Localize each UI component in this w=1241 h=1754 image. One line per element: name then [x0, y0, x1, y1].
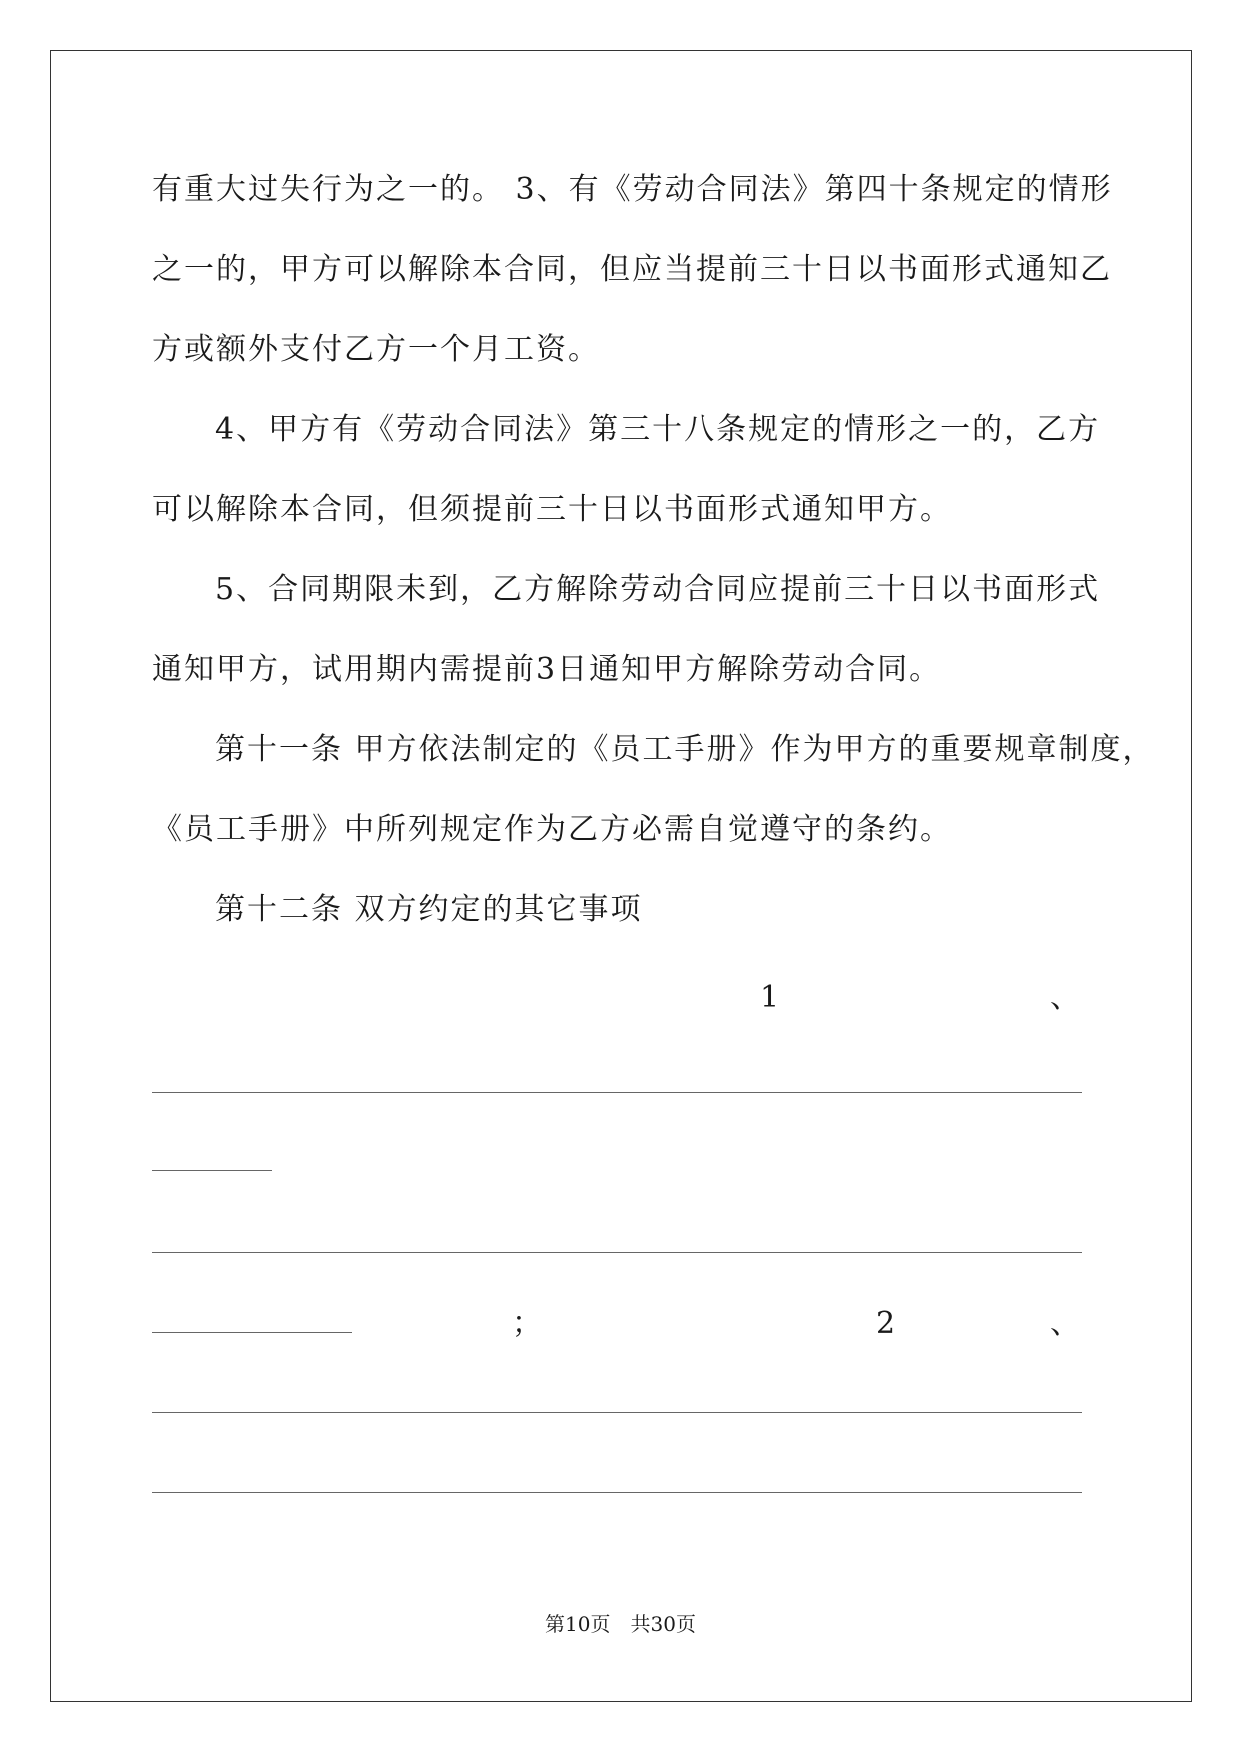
item-mark: 、 [1050, 980, 1080, 1015]
item-number: 2 [876, 1306, 896, 1341]
blank-line [152, 1252, 1082, 1253]
text-line: 通知甲方，试用期内需提前3日通知甲方解除劳动合同。 [152, 652, 942, 687]
blank-line [152, 1412, 1082, 1413]
text-line: 之一的，甲方可以解除本合同，但应当提前三十日以书面形式通知乙 [152, 252, 1112, 287]
text-line: 可以解除本合同，但须提前三十日以书面形式通知甲方。 [152, 492, 952, 527]
text-line: 方或额外支付乙方一个月工资。 [152, 332, 600, 367]
page-footer [0, 1612, 1241, 1636]
blank-line [152, 1332, 352, 1333]
item-end-mark: ； [512, 1306, 542, 1341]
blank-line [152, 1092, 1082, 1093]
section-heading: 第十二条 双方约定的其它事项 [215, 892, 643, 927]
page-total: 30 [650, 1612, 676, 1636]
page-label-mid: 页 共 [590, 1612, 651, 1636]
item-number: 1 [760, 980, 780, 1015]
text-line: 有重大过失行为之一的。 3、有《劳动合同法》第四十条规定的情形 [152, 172, 1113, 207]
text-line: 《员工手册》中所列规定作为乙方必需自觉遵守的条约。 [152, 812, 952, 847]
page-number: 10 [565, 1612, 591, 1636]
text-line: 4、甲方有《劳动合同法》第三十八条规定的情形之一的，乙方 [215, 412, 1101, 447]
page-label-suffix: 页 [675, 1612, 696, 1636]
blank-line [152, 1492, 1082, 1493]
text-line: 第十一条 甲方依法制定的《员工手册》作为甲方的重要规章制度， [215, 732, 1155, 767]
blank-line [152, 1170, 272, 1171]
text-line: 5、合同期限未到，乙方解除劳动合同应提前三十日以书面形式 [215, 572, 1101, 607]
page-border [50, 50, 1192, 1702]
item-mark: 、 [1050, 1306, 1080, 1341]
page-label-prefix: 第 [545, 1612, 566, 1636]
